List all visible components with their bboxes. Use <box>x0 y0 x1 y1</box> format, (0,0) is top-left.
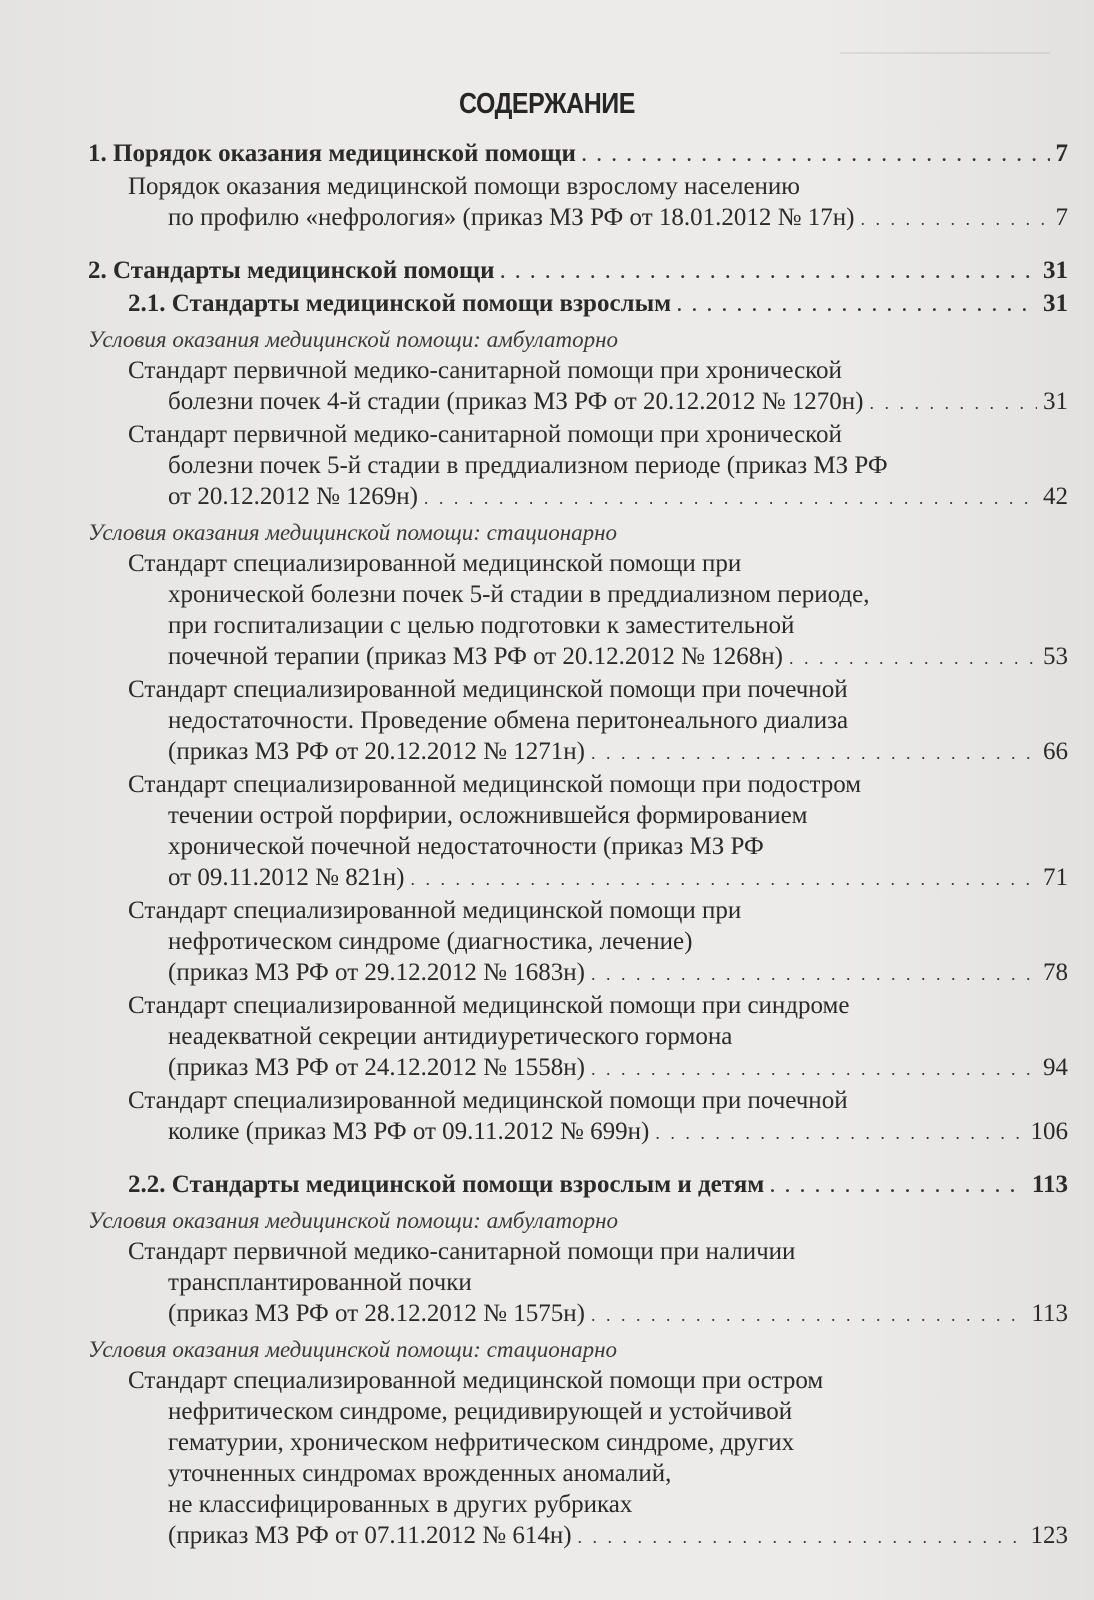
toc-entry-text: хронической почечной недостаточности (приказ МЗ РФ <box>168 833 764 860</box>
toc-entry-text: Стандарт специализированной медицинской помощи при <box>128 550 742 577</box>
toc-entry-text: (приказ МЗ РФ от 20.12.2012 № 1271н) <box>168 738 585 765</box>
toc-entry-ckd-stage5-hospital[interactable] <box>88 548 1068 674</box>
toc-entry-text: 2.2. Стандарты медицинской помощи взрослым и детям <box>128 1171 765 1198</box>
toc-page-number: 94 <box>1043 1054 1068 1081</box>
toc-subheading-inpatient: Условия оказания медицинской помощи: стационарно <box>88 520 618 545</box>
dot-leader <box>582 140 1050 171</box>
toc-entry-text: (приказ МЗ РФ от 28.12.2012 № 1575н) <box>168 1300 585 1327</box>
toc-entry-text: при госпитализации с целью подготовки к заместительной <box>168 612 795 639</box>
toc-entry-text: недостаточности. Проведение обмена перитонеального диализа <box>168 707 849 734</box>
toc-entry-text: Стандарт специализированной медицинской помощи при почечной <box>128 676 848 703</box>
dot-leader <box>424 483 1037 514</box>
toc-entry-text: гематурии, хроническом нефритическом синдроме, других <box>168 1429 795 1456</box>
toc-entry-ckd-stage4[interactable] <box>88 355 1068 419</box>
toc-entry-kidney-transplant[interactable] <box>88 1236 1068 1331</box>
toc-entry-text: уточненных синдромах врожденных аномалий, <box>168 1460 672 1487</box>
dot-leader <box>870 388 1037 419</box>
dot-leader <box>591 1054 1037 1085</box>
toc-entry-section-1[interactable] <box>88 138 1068 171</box>
toc-page-number: 106 <box>1030 1118 1068 1145</box>
table-of-contents <box>88 138 1068 1553</box>
toc-entry-text: болезни почек 4-й стадии (приказ МЗ РФ от 20.12.2012 № 1270н) <box>168 388 864 415</box>
toc-entry-text: (приказ МЗ РФ от 24.12.2012 № 1558н) <box>168 1054 585 1081</box>
toc-entry-text: нефритическом синдроме, рецидивирующей и устойчивой <box>168 1398 793 1425</box>
page-header-bleed <box>840 38 1050 54</box>
toc-entry-section-2-2[interactable] <box>88 1169 1068 1202</box>
toc-entry-nephrotic-syndrome[interactable] <box>88 895 1068 990</box>
toc-entry-text: болезни почек 5-й стадии в преддиализном периоде (приказ МЗ РФ <box>168 452 888 479</box>
toc-entry-text: Стандарт специализированной медицинской помощи при синдроме <box>128 992 850 1019</box>
toc-subheading-outpatient: Условия оказания медицинской помощи: амбулаторно <box>88 327 618 352</box>
toc-page-number: 7 <box>1055 140 1068 167</box>
toc-entry-text: Стандарт специализированной медицинской помощи при остром <box>128 1367 824 1394</box>
dot-leader <box>578 1522 1025 1553</box>
toc-page-number: 31 <box>1043 257 1068 284</box>
toc-page-number: 53 <box>1043 643 1068 670</box>
toc-subheading-outpatient: Условия оказания медицинской помощи: амбулаторно <box>88 1208 618 1233</box>
dot-leader <box>591 1300 1025 1331</box>
toc-entry-text: неадекватной секреции антидиуретического гормона <box>168 1023 733 1050</box>
toc-entry-text: Стандарт специализированной медицинской помощи при подостром <box>128 771 862 798</box>
toc-subheading-inpatient: Условия оказания медицинской помощи: стационарно <box>88 1337 618 1362</box>
toc-entry-text: трансплантированной почки <box>168 1269 472 1296</box>
toc-entry-nephritic-syndrome[interactable] <box>88 1365 1068 1553</box>
toc-entry-text: от 20.12.2012 № 1269н) <box>168 483 418 510</box>
toc-entry-text: колике (приказ МЗ РФ от 09.11.2012 № 699н) <box>168 1118 650 1145</box>
toc-page-number: 78 <box>1043 959 1068 986</box>
toc-entry-text: по профилю «нефрология» (приказ МЗ РФ от 18.01.2012 № 17н) <box>168 204 855 231</box>
toc-page-number: 123 <box>1030 1522 1068 1549</box>
toc-entry-text: (приказ МЗ РФ от 07.11.2012 № 614н) <box>168 1522 572 1549</box>
toc-page-number: 7 <box>1055 204 1068 231</box>
toc-entry-peritoneal-dialysis[interactable] <box>88 674 1068 769</box>
toc-entry-text: (приказ МЗ РФ от 29.12.2012 № 1683н) <box>168 959 585 986</box>
toc-entry-text: 2.1. Стандарты медицинской помощи взрослым <box>128 290 672 317</box>
dot-leader <box>655 1118 1024 1149</box>
toc-entry-ckd-stage5-predialysis[interactable] <box>88 419 1068 514</box>
dot-leader <box>410 864 1037 895</box>
dot-leader <box>860 204 1049 235</box>
toc-entry-text: нефротическом синдроме (диагностика, лечение) <box>168 928 693 955</box>
toc-page-number: 66 <box>1043 738 1068 765</box>
toc-entry-acute-porphyria[interactable] <box>88 769 1068 895</box>
toc-entry-nephrology-order[interactable] <box>88 171 1068 235</box>
toc-entry-text: 1. Порядок оказания медицинской помощи <box>88 140 576 167</box>
dot-leader <box>789 643 1037 674</box>
toc-entry-text: не классифицированных в других рубриках <box>168 1491 633 1518</box>
toc-entry-text: от 09.11.2012 № 821н) <box>168 864 405 891</box>
dot-leader <box>501 257 1037 288</box>
toc-entry-text: Стандарт специализированной медицинской помощи при <box>128 897 742 924</box>
toc-entry-text: Стандарт первичной медико-санитарной помощи при наличии <box>128 1238 796 1265</box>
dot-leader <box>591 959 1037 990</box>
dot-leader <box>677 290 1037 321</box>
toc-entry-text: 2. Стандарты медицинской помощи <box>88 257 495 284</box>
toc-entry-text: хронической болезни почек 5-й стадии в преддиализном периоде, <box>168 581 870 608</box>
toc-entry-section-2-1[interactable] <box>88 288 1068 321</box>
toc-page-number: 113 <box>1031 1300 1068 1327</box>
dot-leader <box>770 1171 1026 1202</box>
toc-entry-text: течении острой порфирии, осложнившейся формированием <box>168 802 808 829</box>
toc-page-number: 71 <box>1043 864 1068 891</box>
toc-page-number: 113 <box>1031 1171 1068 1198</box>
toc-page-number: 42 <box>1043 483 1068 510</box>
page-title: СОДЕРЖАНИЕ <box>458 88 636 120</box>
toc-entry-section-2[interactable] <box>88 255 1068 288</box>
toc-page-number: 31 <box>1043 388 1068 415</box>
toc-entry-text: Порядок оказания медицинской помощи взрослому населению <box>128 173 800 200</box>
toc-entry-siadh[interactable] <box>88 990 1068 1085</box>
toc-entry-text: Стандарт первичной медико-санитарной помощи при хронической <box>128 421 842 448</box>
toc-entry-text: почечной терапии (приказ МЗ РФ от 20.12.2012 № 1268н) <box>168 643 783 670</box>
toc-entry-text: Стандарт первичной медико-санитарной помощи при хронической <box>128 357 842 384</box>
dot-leader <box>591 738 1037 769</box>
toc-page-number: 31 <box>1043 290 1068 317</box>
toc-entry-renal-colic[interactable] <box>88 1085 1068 1149</box>
toc-entry-text: Стандарт специализированной медицинской помощи при почечной <box>128 1087 848 1114</box>
